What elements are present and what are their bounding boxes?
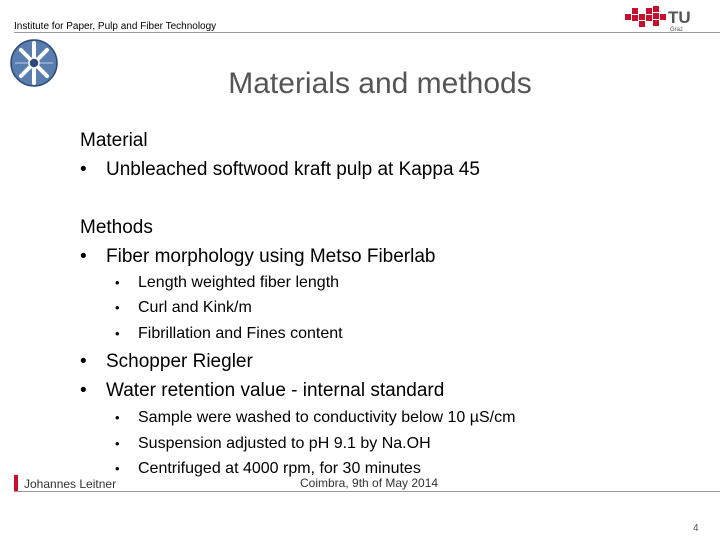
bullet-icon: • (115, 300, 120, 315)
sub-item-text: Sample were washed to conductivity below 10 µS/cm (138, 409, 516, 426)
methods-heading: Methods (80, 217, 153, 238)
bullet-icon: • (80, 380, 87, 401)
tu-graz-logo (625, 4, 697, 34)
sub-list-item (115, 274, 339, 292)
list-item (80, 351, 253, 373)
bullet-icon: • (80, 351, 87, 372)
institute-emblem-icon (9, 38, 59, 88)
sub-list-item (115, 435, 431, 453)
footer-author: Johannes Leitner (24, 477, 117, 491)
bullet-icon: • (115, 410, 120, 425)
slide-title: Materials and methods (228, 67, 532, 100)
sub-item-text: Suspension adjusted to pH 9.1 by Na.OH (138, 435, 431, 452)
footer-location-date: Coimbra, 9th of May 2014 (300, 476, 439, 490)
sub-list-item (115, 299, 252, 317)
sub-item-text: Centrifuged at 4000 rpm, for 30 minutes (138, 460, 421, 477)
page-number: 4 (693, 523, 699, 534)
method-text: Water retention value - internal standard (106, 380, 445, 401)
bullet-icon: • (115, 275, 120, 290)
bullet-icon: • (80, 159, 87, 180)
list-item (80, 159, 480, 181)
list-item (80, 380, 444, 402)
material-item-text: Unbleached softwood kraft pulp at Kappa 45 (106, 159, 480, 180)
bullet-icon: • (115, 436, 120, 451)
sub-item-text: Curl and Kink/m (138, 299, 252, 316)
sub-list-item (115, 325, 343, 343)
logo-subtext: Graz (670, 27, 684, 33)
logo-text: TU (668, 8, 691, 27)
footer-divider (14, 491, 720, 492)
list-item (80, 246, 436, 268)
bullet-icon: • (115, 326, 120, 341)
bullet-icon: • (115, 461, 120, 476)
header-divider (14, 32, 720, 33)
material-heading: Material (80, 130, 148, 151)
sub-list-item (115, 409, 515, 427)
footer-accent-bar (14, 475, 18, 491)
sub-item-text: Fibrillation and Fines content (138, 325, 343, 342)
method-text: Fiber morphology using Metso Fiberlab (106, 246, 436, 267)
method-text: Schopper Riegler (106, 351, 253, 372)
bullet-icon: • (80, 246, 87, 267)
institute-name: Institute for Paper, Pulp and Fiber Technology (14, 21, 217, 32)
sub-item-text: Length weighted fiber length (138, 274, 340, 291)
